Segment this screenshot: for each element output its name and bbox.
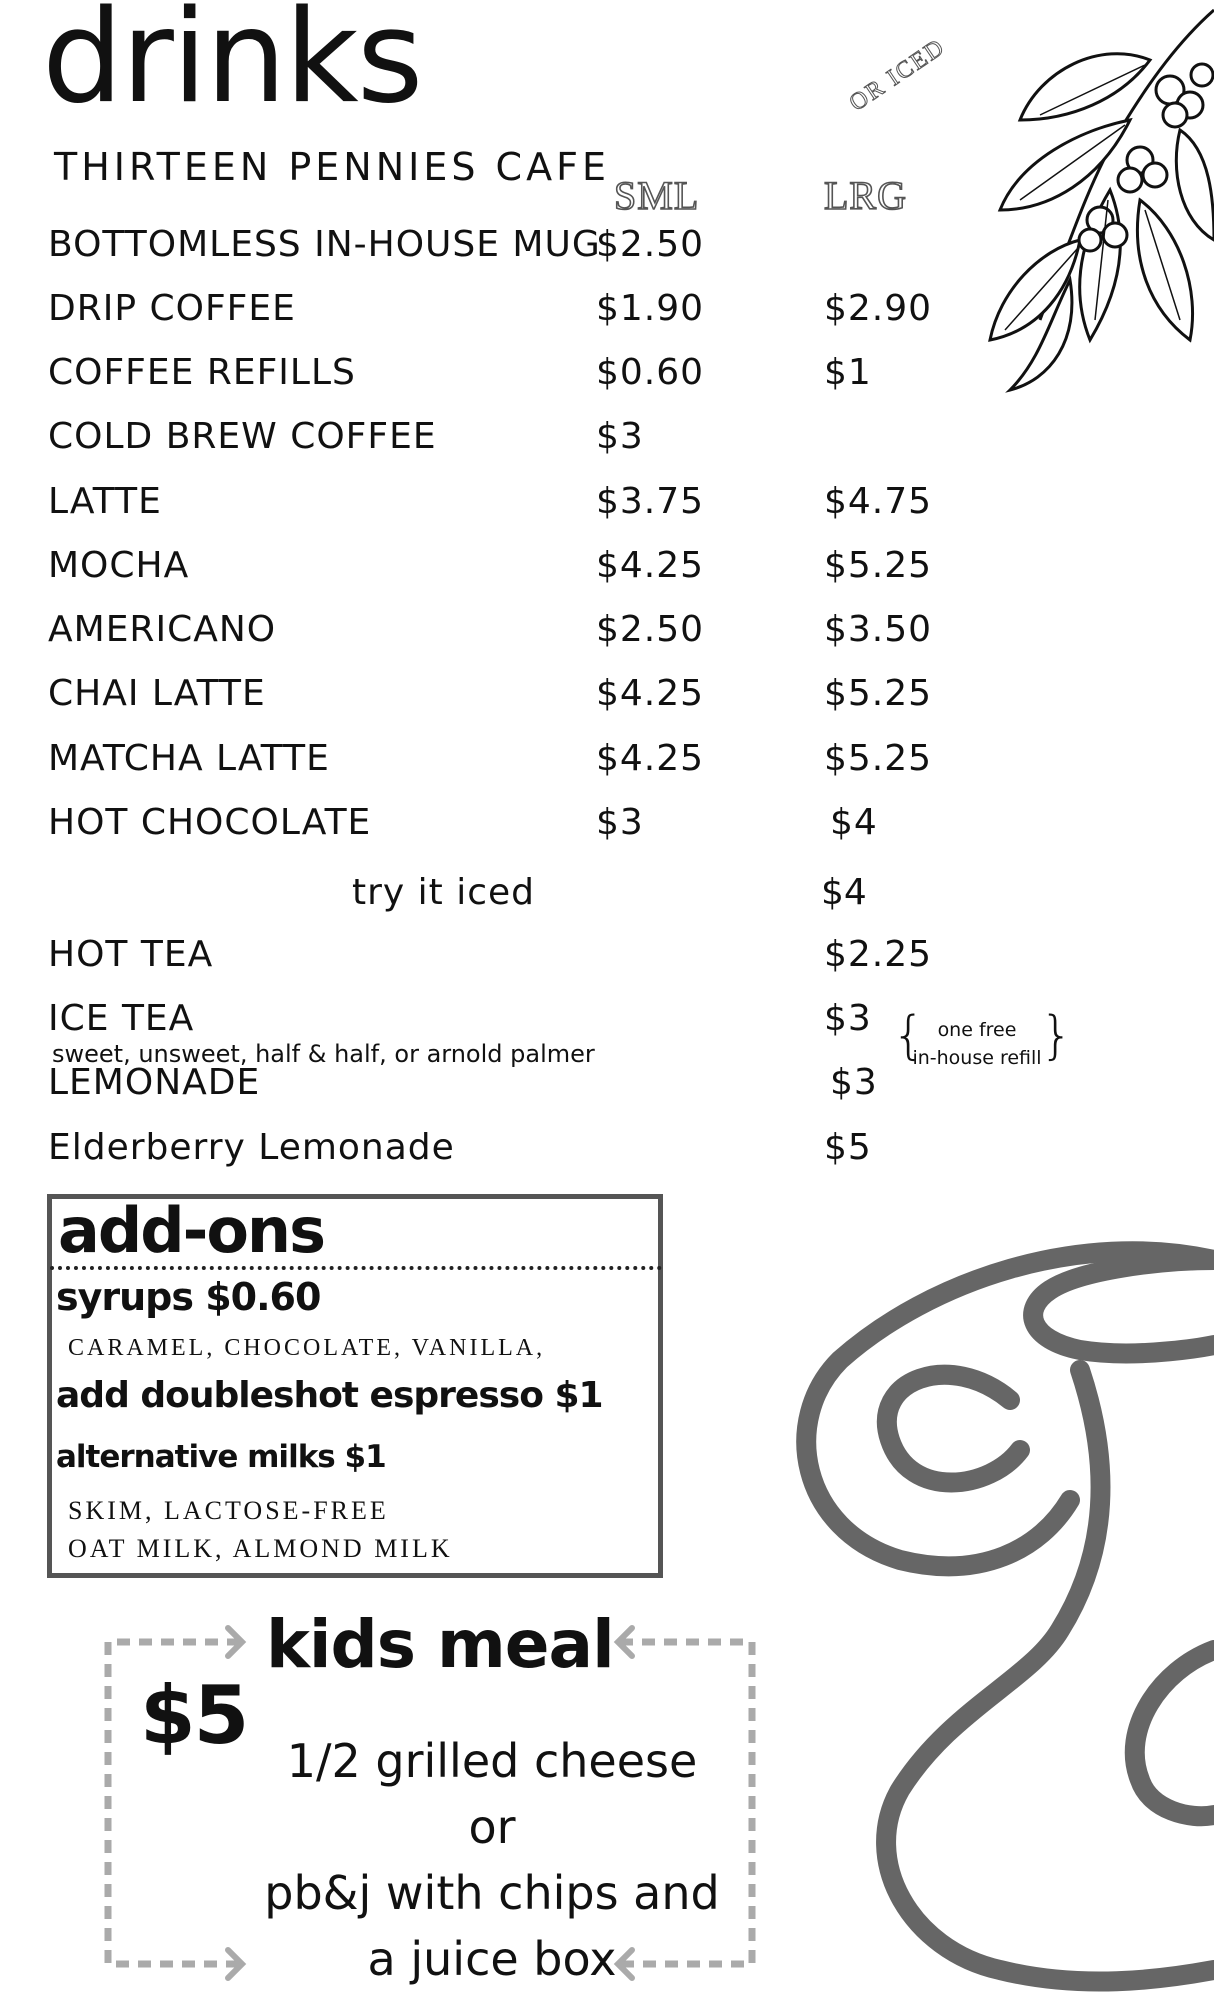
- small-price: $4.25: [596, 673, 705, 714]
- milk-options: SKIM, LACTOSE-FREE: [68, 1496, 389, 1525]
- drink-name: AMERICANO: [48, 609, 277, 650]
- large-price: $2.25: [824, 934, 933, 975]
- syrups-heading: syrups $0.60: [56, 1275, 321, 1319]
- refill-note-line: one free: [937, 1019, 1017, 1041]
- drink-name: DRIP COFFEE: [48, 288, 296, 329]
- left-brace: {: [892, 1006, 926, 1066]
- small-column-header: SML: [614, 173, 700, 218]
- small-price: $2.50: [596, 224, 705, 265]
- large-price: $4: [830, 802, 878, 843]
- small-price: $0.60: [596, 352, 705, 393]
- drink-name: LEMONADE: [48, 1062, 261, 1103]
- drink-name: COFFEE REFILLS: [48, 352, 356, 393]
- drink-name: LATTE: [48, 481, 162, 522]
- menu-row: [0, 288, 1214, 338]
- large-price: $5.25: [824, 545, 933, 586]
- kids-meal-price: $5: [140, 1669, 248, 1762]
- milks-heading: alternative milks $1: [56, 1439, 386, 1475]
- large-price: $2.90: [824, 288, 933, 329]
- drink-name: Elderberry Lemonade: [48, 1127, 455, 1168]
- or-iced-note: OR ICED: [845, 33, 951, 117]
- syrup-options: CARAMEL, CHOCOLATE, VANILLA,: [68, 1335, 546, 1361]
- drink-name: BOTTOMLESS IN-HOUSE MUG: [48, 224, 601, 265]
- coffee-cup-illustration: [780, 1230, 1214, 2000]
- drink-name: HOT TEA: [48, 934, 214, 975]
- try-iced-price: $4: [821, 872, 867, 913]
- large-price: $4.75: [824, 481, 933, 522]
- page-title: drinks: [42, 0, 422, 132]
- large-price: $5.25: [824, 738, 933, 779]
- kids-meal-description: [262, 1728, 722, 1992]
- menu-row: [0, 1127, 1214, 1177]
- drink-name: HOT CHOCOLATE: [48, 802, 372, 843]
- refill-note-line: in-house refill: [912, 1047, 1042, 1069]
- ice-tea-options: sweet, unsweet, half & half, or arnold palmer: [52, 1040, 595, 1068]
- menu-row: [0, 934, 1214, 984]
- small-price: $4.25: [596, 738, 705, 779]
- large-price: $1: [824, 352, 872, 393]
- menu-row: [0, 224, 1214, 274]
- refill-note: [906, 1016, 1048, 1072]
- large-price: $3: [824, 998, 872, 1039]
- large-price: $5: [824, 1127, 872, 1168]
- large-price: $3: [830, 1062, 878, 1103]
- menu-row: [0, 738, 1214, 788]
- small-price: $4.25: [596, 545, 705, 586]
- menu-row: [0, 481, 1214, 531]
- coffee-branch-illustration: [980, 0, 1214, 400]
- addons-title: add-ons: [58, 1194, 324, 1267]
- espresso-heading: add doubleshot espresso $1: [56, 1375, 603, 1416]
- drink-name: MATCHA LATTE: [48, 738, 330, 779]
- try-iced-label: try it iced: [352, 872, 536, 913]
- large-column-header: LRG: [824, 173, 907, 218]
- large-price: $5.25: [824, 673, 933, 714]
- menu-row: [0, 352, 1214, 402]
- milk-options: OAT MILK, ALMOND MILK: [68, 1534, 453, 1563]
- small-price: $3: [596, 802, 644, 843]
- menu-row: [0, 416, 1214, 466]
- drink-name: MOCHA: [48, 545, 190, 586]
- small-price: $1.90: [596, 288, 705, 329]
- large-price: $3.50: [824, 609, 933, 650]
- right-brace: }: [1040, 1006, 1074, 1066]
- cafe-name: THIRTEEN PENNIES CAFE: [54, 145, 610, 189]
- menu-row: [0, 609, 1214, 659]
- small-price: $3.75: [596, 481, 705, 522]
- kids-meal-line: pb&j with chips and: [264, 1866, 720, 1920]
- kids-meal-line: 1/2 grilled cheese or: [286, 1734, 698, 1854]
- kids-meal-line: a juice box: [367, 1932, 617, 1986]
- drink-name: CHAI LATTE: [48, 673, 266, 714]
- kids-meal-title: kids meal: [266, 1606, 614, 1683]
- drink-name: COLD BREW COFFEE: [48, 416, 437, 457]
- small-price: $3: [596, 416, 644, 457]
- menu-row: [0, 802, 1214, 852]
- small-price: $2.50: [596, 609, 705, 650]
- dotted-divider: [50, 1266, 662, 1270]
- menu-row: [0, 545, 1214, 595]
- drink-name: ICE TEA: [48, 998, 195, 1039]
- menu-row: [0, 673, 1214, 723]
